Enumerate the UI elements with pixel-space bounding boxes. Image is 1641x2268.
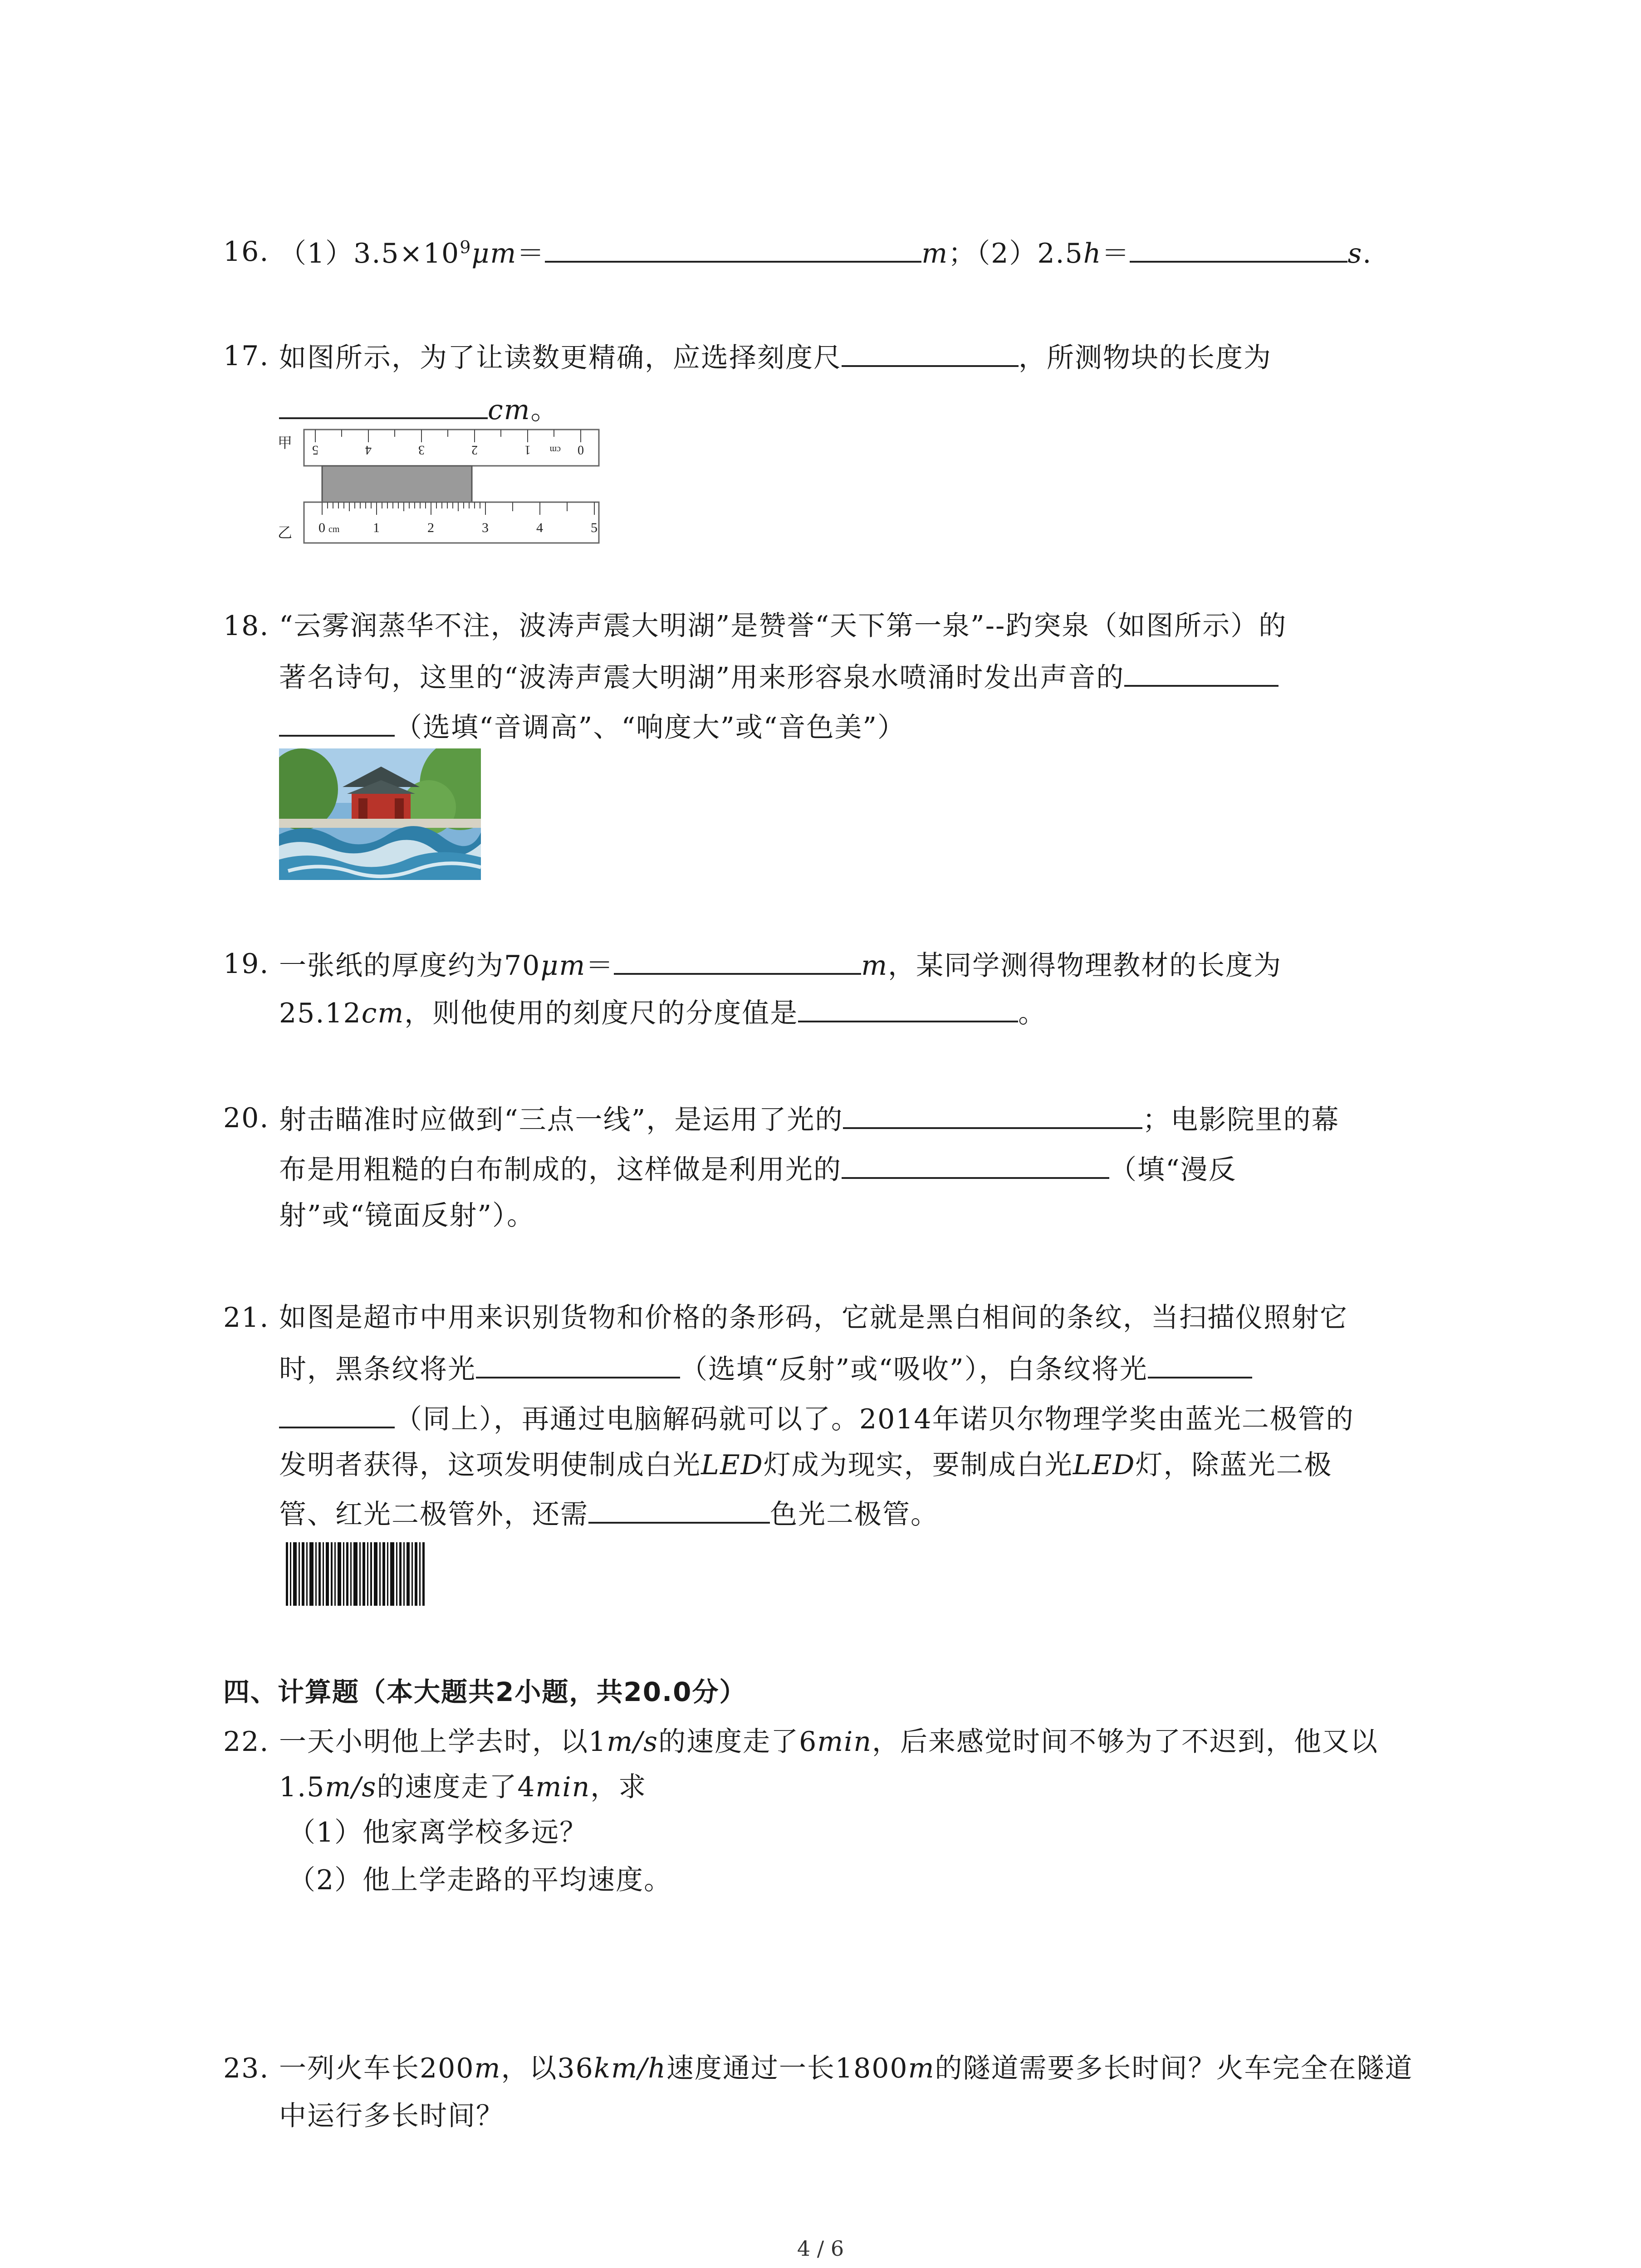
question-number: 19. (223, 948, 269, 980)
ruler-a-unit: cm (549, 445, 561, 455)
question-number: 20. (223, 1102, 269, 1134)
page-number: 4 / 6 (797, 2236, 844, 2261)
answer-blank[interactable] (842, 1145, 1109, 1179)
exam-page: 16. $(1)3.5\times 10^9\mu m= m$；（2）2.5h＝ s. 17. 如图所示，为了让读数更精确，应选择刻度尺 ，所测物块的长度为 cm。 甲 乙 5 4 3 2 1 0 cm 0 cm 1 2 3 4 5 18. “云雾润蒸华不注，波涛声震大明湖”是赞誉“天下第一泉”--趵突泉（如图所示）的 著名诗句，这里的“波涛声震大明湖”用来形容泉水喷涌时发出声音的 （选填“音调高”、“响度大”或“音色美”） 19. 一张纸的厚度约为70μm＝ m，某同学测得物理教材的长度为 25.12cm，则他使用的刻度尺的分度值是 。 20. 射击瞄准时应做到“三点一线”，是运用了光的 ；电影院里的幕 布是用粗糙的白布制成的，这样做是利用光的 （填“漫反 射”或“镜面反射”）。 21. 如图是超市中用来识别货物和价格的条形码，它就是黑白相间的条纹，当扫描仪照射它 时，黑条纹将光 （选填“反射”或“吸收”），白条纹将光 （同上），再通过电脑解码就可以了。2014年诺贝尔物理学奖由蓝光二极管的 发明者获得，这项发明使制成白光LED灯成为现实，要制成白光LED灯，除蓝光二极 管、红光二极管外，还需 色光二极管。 四、计算题（本大题共2小题，共20.0分） 22. 一天小明他上学去时，以1m/s的速度走了6min，后来感觉时间不够为了不迟到，他又以 1.5m/s的速度走了4min，求 （1）他家离学校多远？ （2）他上学走路的平均速度。 23. 一列火车长200m，以36km/h速度通过一长1800m的隧道需要多长时间？火车完全在隧道 中运行多长时间？ 4 / 6 (0, 0, 1641, 2268)
answer-blank[interactable] (279, 703, 395, 737)
ruler-a-tick-label: 4 (365, 443, 372, 457)
ruler-a-tick-label: 3 (418, 443, 425, 457)
answer-blank[interactable] (1148, 1345, 1252, 1378)
answer-blank[interactable] (842, 333, 1019, 367)
answer-blank[interactable] (476, 1345, 680, 1378)
section-heading: 四、计算题（本大题共2小题，共20.0分） (223, 1677, 747, 1707)
barcode-image (284, 1540, 433, 1615)
ruler-b (304, 502, 599, 543)
ruler-figure (272, 424, 608, 551)
answer-blank[interactable] (279, 386, 488, 419)
ruler-b-unit: cm (328, 524, 340, 534)
ruler-b-label: 乙 (278, 524, 293, 541)
question-number: 22. (223, 1726, 269, 1758)
ruler-b-tick-label: 1 (373, 520, 380, 535)
ruler-b-tick-label: 4 (536, 520, 543, 535)
answer-blank[interactable] (1130, 229, 1347, 263)
answer-blank[interactable] (545, 229, 921, 263)
ruler-a-tick-label: 2 (471, 443, 478, 457)
answer-blank[interactable] (798, 989, 1018, 1022)
question-number: 17. (223, 340, 269, 372)
question-number: 16. (223, 236, 269, 268)
ruler-a-tick-label: 0 (578, 443, 584, 457)
answer-blank[interactable] (614, 941, 861, 975)
ruler-b-tick-label: 3 (482, 520, 489, 535)
answer-blank[interactable] (588, 1490, 770, 1524)
question-number: 18. (223, 610, 269, 642)
answer-blank[interactable] (1124, 653, 1279, 687)
ruler-b-tick-label: 2 (427, 520, 434, 535)
ruler-b-tick-label: 5 (591, 520, 598, 535)
ruler-b-tick-label: 0 (318, 520, 325, 535)
ruler-a-tick-label: 5 (312, 443, 318, 457)
ruler-a-tick-label: 1 (524, 443, 531, 457)
ruler-a-label: 甲 (278, 435, 293, 451)
answer-blank[interactable] (279, 1395, 395, 1428)
question-number: 23. (223, 2053, 269, 2084)
answer-blank[interactable] (843, 1095, 1142, 1129)
measured-block (322, 466, 472, 502)
spring-photo (279, 748, 481, 880)
question-number: 21. (223, 1302, 269, 1334)
